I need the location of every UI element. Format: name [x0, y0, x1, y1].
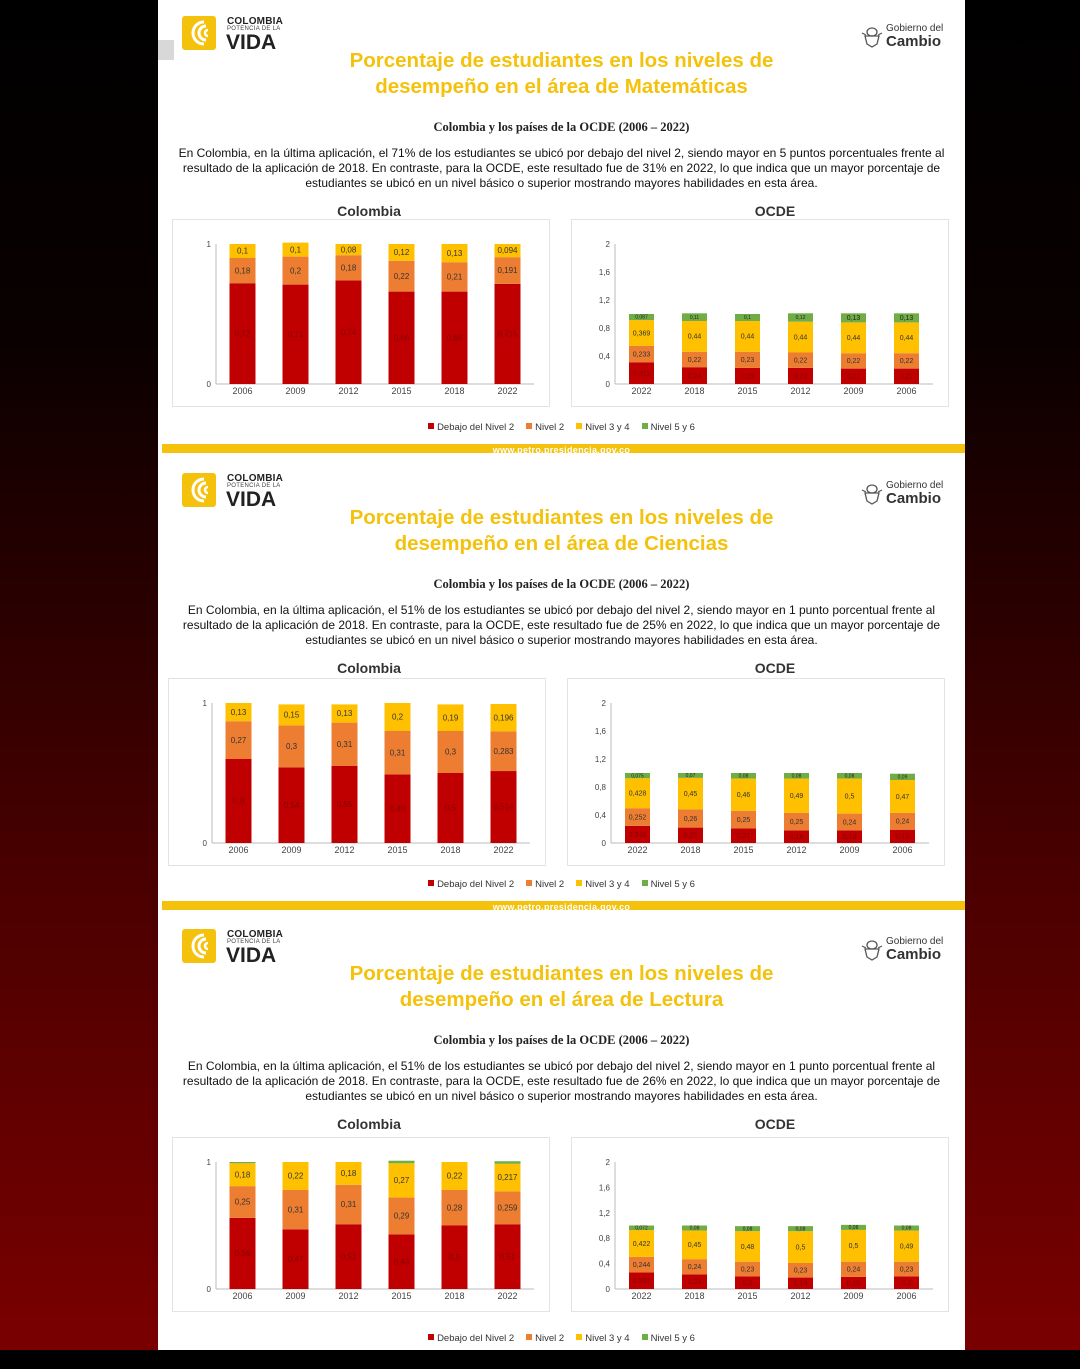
colombia-chart-title: Colombia: [337, 203, 401, 219]
legend-label: Nivel 2: [535, 1333, 565, 1344]
data-label: 0,46: [736, 792, 751, 800]
legend-label: Nivel 5 y 6: [650, 1333, 695, 1344]
data-label: 0,44: [740, 333, 755, 341]
gov-line1: Gobierno del: [886, 23, 944, 34]
data-label: 0,23: [793, 373, 808, 381]
data-label: 0,196: [493, 713, 514, 723]
footer-url: www.petro.presidencia.gov.co: [492, 902, 631, 912]
data-label: 0,283: [493, 746, 514, 756]
logo-line2: POTENCIA DE LA: [227, 939, 281, 945]
data-label: 0,09: [897, 774, 908, 781]
data-label: 0,24: [842, 819, 857, 827]
data-label: 0,22: [393, 271, 410, 281]
data-label: 0,5: [844, 793, 855, 801]
data-label: 0,22: [287, 1171, 304, 1181]
legend: [158, 422, 965, 433]
data-label: 0,22: [687, 356, 702, 364]
panel-body: En Colombia, en la última aplicación, el 51% de los estudiantes se ubicó por debajo del nivel 2, siendo mayor en 1 punto porcentual frente al resultado de la aplicación de 2018. En contraste, para la OCDE, este resultado fue de 25% en 2022, lo que indica que un mayor porcentaje de estudiantes se ubicó en un nivel básico o superior mostrando mayores habilidades en esta área.: [182, 603, 941, 647]
y-tick-label: 0: [605, 380, 610, 389]
data-label: 0,66: [393, 333, 410, 343]
legend-item: [642, 1333, 695, 1344]
x-tick-label: 2018: [444, 386, 465, 396]
data-label: 0,26: [683, 815, 698, 823]
chart-mat-colombia: [172, 219, 550, 407]
y-tick-label: 1: [202, 699, 207, 708]
data-label: 0,22: [683, 832, 698, 840]
data-label: 0,44: [899, 335, 914, 343]
vida-logo-icon: [182, 473, 216, 507]
data-label: 0,44: [687, 333, 702, 341]
data-label: 0,22: [846, 358, 861, 366]
x-tick-label: 2009: [285, 386, 306, 396]
y-tick-label: 1,6: [598, 268, 610, 277]
data-label: 0,23: [793, 1267, 808, 1275]
data-label: 0,245: [628, 831, 647, 839]
data-label: 0,19: [846, 1280, 861, 1288]
data-label: 0,24: [687, 372, 702, 380]
legend-swatch: [526, 423, 532, 429]
y-tick-label: 1,2: [598, 296, 610, 305]
data-label: 0,2: [289, 266, 302, 276]
data-label: 0,715: [497, 329, 518, 339]
data-label: 0,44: [793, 334, 808, 342]
data-label: 0,51: [340, 1252, 357, 1262]
data-label: 0,31: [287, 1205, 304, 1215]
coat-of-arms-icon: [861, 24, 883, 48]
data-label: 0,07: [685, 773, 696, 780]
data-label: 0,233: [632, 351, 651, 359]
data-label: 0,3: [444, 747, 457, 757]
x-tick-label: 2022: [631, 386, 652, 396]
data-label: 0,22: [446, 1171, 463, 1181]
x-tick-label: 2006: [232, 1291, 253, 1301]
data-label: 0,2: [742, 1279, 753, 1287]
x-tick-label: 2022: [631, 1291, 652, 1301]
legend-label: Nivel 3 y 4: [585, 422, 630, 433]
y-tick-label: 0: [206, 1285, 211, 1294]
panel-title: [258, 961, 865, 1013]
logo-line1: COLOMBIA: [227, 473, 284, 484]
data-label: 0,1: [236, 246, 249, 256]
data-label: 0,21: [736, 832, 751, 840]
legend-swatch: [642, 423, 648, 429]
panel-matematicas: [158, 0, 965, 456]
data-label: 0,08: [742, 1226, 753, 1233]
data-label: 0,45: [683, 790, 698, 798]
data-label: 0,08: [848, 1225, 859, 1232]
x-tick-label: 2018: [444, 1291, 465, 1301]
legend-item: [576, 1333, 629, 1344]
y-tick-label: 1,2: [594, 755, 606, 764]
legend-item: [576, 422, 629, 433]
data-label: 0,191: [497, 266, 518, 276]
data-label: 0,71: [287, 329, 304, 339]
panel-ciencias: [158, 457, 965, 913]
data-label: 0,51: [499, 1252, 516, 1262]
gobierno-logo: [861, 935, 951, 965]
data-label: 0,072: [635, 1225, 648, 1232]
y-tick-label: 2: [601, 699, 606, 708]
legend: [158, 1333, 965, 1344]
data-label: 0,12: [795, 315, 806, 322]
y-tick-label: 0: [601, 839, 606, 848]
data-label: 0,13: [899, 315, 914, 323]
legend-swatch: [642, 1334, 648, 1340]
data-label: 0,369: [632, 330, 651, 338]
data-label: 0,48: [740, 1243, 755, 1251]
chart-mat-ocde: [571, 219, 949, 407]
data-label: 0,49: [789, 793, 804, 801]
data-label: 0,3: [285, 742, 298, 752]
y-tick-label: 1: [206, 1158, 211, 1167]
x-tick-label: 2015: [391, 386, 412, 396]
data-label: 0,31: [389, 748, 406, 758]
y-tick-label: 2: [605, 240, 610, 249]
legend-swatch: [576, 1334, 582, 1340]
data-label: 0,18: [842, 834, 857, 842]
logo-line2: POTENCIA DE LA: [227, 483, 281, 489]
gobierno-logo: [861, 22, 951, 52]
title-line1: Porcentaje de estudiantes en los niveles de: [349, 962, 774, 985]
logo-line1: COLOMBIA: [227, 929, 284, 940]
data-label: 0,075: [631, 773, 644, 780]
x-tick-label: 2015: [737, 386, 758, 396]
legend-label: Debajo del Nivel 2: [437, 879, 515, 890]
x-tick-label: 2018: [684, 1291, 705, 1301]
x-tick-label: 2015: [387, 845, 408, 855]
data-label: 0,27: [393, 1176, 410, 1186]
data-label: 0,22: [899, 358, 914, 366]
data-label: 0,55: [336, 800, 353, 810]
y-tick-label: 0,4: [594, 811, 606, 820]
data-label: 0,22: [899, 373, 914, 381]
data-label: 0,087: [635, 314, 648, 321]
data-label: 0,18: [789, 834, 804, 842]
data-label: 0,25: [736, 816, 751, 824]
colombia-chart-title: Colombia: [337, 1116, 401, 1132]
logo-line3: VIDA: [226, 944, 277, 967]
legend-item: [428, 422, 514, 433]
bar-segment: [495, 1161, 521, 1164]
x-tick-label: 2022: [627, 845, 648, 855]
data-label: 0,24: [895, 818, 910, 826]
data-label: 0,08: [791, 773, 802, 780]
legend-swatch: [576, 880, 582, 886]
x-tick-label: 2018: [684, 386, 705, 396]
data-label: 0,6: [232, 796, 245, 806]
data-label: 0,08: [901, 1225, 912, 1232]
data-label: 0,56: [234, 1249, 251, 1259]
data-label: 0,47: [287, 1254, 304, 1264]
x-tick-label: 2018: [680, 845, 701, 855]
data-label: 0,54: [283, 800, 300, 810]
data-label: 0,5: [848, 1243, 859, 1251]
data-label: 0,262: [632, 1278, 651, 1286]
legend: [158, 879, 965, 890]
x-tick-label: 2006: [892, 845, 913, 855]
legend-item: [526, 879, 564, 890]
data-label: 0,23: [687, 1279, 702, 1287]
bar-segment: [230, 1162, 256, 1163]
y-tick-label: 0,8: [594, 783, 606, 792]
x-tick-label: 2022: [497, 386, 518, 396]
data-label: 0,2: [391, 712, 404, 722]
chart-lec-colombia: [172, 1137, 550, 1312]
legend-item: [428, 1333, 514, 1344]
y-tick-label: 0,4: [598, 1259, 610, 1269]
x-tick-label: 2015: [733, 845, 754, 855]
logo-line3: VIDA: [226, 31, 277, 54]
gov-line2: Cambio: [886, 33, 942, 50]
data-label: 0,66: [446, 333, 463, 343]
legend-item: [576, 879, 629, 890]
data-label: 0,31: [340, 1200, 357, 1210]
legend-item: [642, 422, 695, 433]
y-tick-label: 2: [605, 1158, 610, 1167]
legend-swatch: [576, 423, 582, 429]
x-tick-label: 2009: [839, 845, 860, 855]
legend-label: Nivel 3 y 4: [585, 1333, 630, 1344]
title-line2: desempeño en el área de Lectura: [399, 988, 724, 1011]
footer-url: www.petro.presidencia.gov.co: [492, 445, 631, 455]
legend-label: Nivel 2: [535, 422, 565, 433]
x-tick-label: 2006: [232, 386, 253, 396]
data-label: 0,514: [493, 802, 514, 812]
data-label: 0,1: [289, 245, 302, 255]
data-label: 0,18: [793, 1280, 808, 1288]
panel-subtitle: Colombia y los países de la OCDE (2006 – 2022): [433, 1033, 690, 1047]
data-label: 0,29: [393, 1211, 410, 1221]
data-label: 0,5: [795, 1244, 806, 1252]
data-label: 0,08: [844, 773, 855, 780]
colombia-chart-title: Colombia: [337, 660, 401, 676]
legend-swatch: [428, 423, 434, 429]
data-label: 0,13: [446, 248, 463, 258]
panel-lectura: [158, 913, 965, 1369]
y-tick-label: 0: [206, 380, 211, 389]
data-label: 0,18: [340, 1169, 357, 1179]
panel-body: En Colombia, en la última aplicación, el 71% de los estudiantes se ubicó por debajo del nivel 2, siendo mayor en 5 puntos porcentuales frente al resultado de la aplicación de 2018. En contraste, para la OCDE, este resultado fue de 31% en 2022, lo que indica que un mayor porcentaje de estudiantes se ubicó en un nivel básico o superior mostrando mayores habilidades en esta área.: [178, 146, 945, 190]
x-tick-label: 2015: [391, 1291, 412, 1301]
data-label: 0,23: [740, 357, 755, 365]
legend-swatch: [526, 1334, 532, 1340]
data-label: 0,11: [689, 314, 700, 321]
x-tick-label: 2012: [338, 1291, 359, 1301]
page-edge: [158, 40, 174, 60]
title-line1: Porcentaje de estudiantes en los niveles de: [349, 49, 774, 72]
data-label: 0,217: [497, 1173, 518, 1183]
y-tick-label: 0: [605, 1285, 610, 1294]
y-tick-label: 1: [206, 240, 211, 249]
x-tick-label: 2018: [440, 845, 461, 855]
data-label: 0,08: [738, 773, 749, 780]
panel-title: [258, 48, 865, 100]
legend-label: Nivel 3 y 4: [585, 879, 630, 890]
data-label: 0,422: [632, 1240, 651, 1248]
data-label: 0,12: [393, 248, 410, 258]
gov-line2: Cambio: [886, 490, 942, 507]
data-label: 0,13: [846, 315, 861, 323]
panel-body: En Colombia, en la última aplicación, el 51% de los estudiantes se ubicó por debajo del nivel 2, siendo mayor en 1 punto porcentual frente al resultado de la aplicación de 2018. En contraste, para la OCDE, este resultado fue de 26% en 2022, lo que indica que un mayor porcentaje de estudiantes se ubicó en un nivel básico o superior mostrando mayores habilidades en esta área.: [182, 1059, 941, 1103]
data-label: 0,23: [740, 373, 755, 381]
x-tick-label: 2009: [843, 1291, 864, 1301]
data-label: 0,18: [234, 266, 251, 276]
data-label: 0,252: [628, 814, 647, 822]
data-label: 0,22: [793, 357, 808, 365]
gov-line1: Gobierno del: [886, 936, 944, 947]
data-label: 0,13: [336, 709, 353, 719]
data-label: 0,18: [340, 263, 357, 273]
x-tick-label: 2012: [786, 845, 807, 855]
data-label: 0,27: [230, 735, 247, 745]
data-label: 0,24: [687, 1264, 702, 1272]
title-line2: desempeño en el área de Matemáticas: [375, 75, 748, 98]
legend-swatch: [428, 1334, 434, 1340]
data-label: 0,74: [340, 327, 357, 337]
data-label: 0,311: [633, 370, 650, 378]
data-label: 0,25: [234, 1197, 251, 1207]
data-label: 0,5: [444, 803, 457, 813]
y-tick-label: 0,8: [598, 1234, 610, 1244]
legend-label: Nivel 5 y 6: [650, 879, 695, 890]
data-label: 0,49: [899, 1243, 914, 1251]
data-label: 0,5: [448, 1252, 461, 1262]
data-label: 0,19: [442, 713, 459, 723]
panel-subtitle: Colombia y los países de la OCDE (2006 – 2022): [433, 120, 690, 134]
data-label: 0,49: [389, 804, 406, 814]
data-label: 0,31: [336, 739, 353, 749]
vida-logo-icon: [182, 16, 216, 50]
data-label: 0,47: [895, 793, 910, 801]
legend-label: Nivel 5 y 6: [650, 422, 695, 433]
legend-item: [428, 879, 514, 890]
gobierno-logo: [861, 479, 951, 509]
y-tick-label: 1,6: [598, 1183, 610, 1193]
ocde-chart-title: OCDE: [754, 1116, 796, 1132]
coat-of-arms-icon: [861, 481, 883, 505]
panel-title: [258, 505, 865, 557]
data-label: 0,08: [340, 245, 357, 255]
data-label: 0,259: [497, 1203, 518, 1213]
legend-item: [642, 879, 695, 890]
chart-lec-ocde: [571, 1137, 949, 1312]
data-label: 0,21: [446, 272, 463, 282]
data-label: 0,28: [446, 1203, 463, 1213]
data-label: 0,244: [632, 1261, 651, 1269]
bar-segment: [389, 1161, 415, 1164]
chart-cie-ocde: [567, 678, 945, 866]
gov-line2: Cambio: [886, 946, 942, 963]
ocde-chart-title: OCDE: [754, 660, 796, 676]
data-label: 0,094: [497, 246, 518, 256]
data-label: 0,428: [628, 790, 647, 798]
x-tick-label: 2009: [843, 386, 864, 396]
data-label: 0,22: [846, 373, 861, 381]
legend-item: [526, 422, 564, 433]
panel-subtitle: Colombia y los países de la OCDE (2006 – 2022): [433, 577, 690, 591]
coat-of-arms-icon: [861, 937, 883, 961]
legend-label: Nivel 2: [535, 879, 565, 890]
x-tick-label: 2012: [338, 386, 359, 396]
legend-swatch: [642, 880, 648, 886]
data-label: 0,15: [283, 710, 300, 720]
data-label: 0,1: [744, 315, 751, 322]
chart-cie-colombia: [168, 678, 546, 866]
y-tick-label: 0,4: [598, 352, 610, 361]
data-label: 0,45: [687, 1242, 702, 1250]
data-label: 0,72: [234, 329, 251, 339]
data-label: 0,43: [393, 1257, 410, 1267]
legend-label: Debajo del Nivel 2: [437, 1333, 515, 1344]
gov-line1: Gobierno del: [886, 480, 944, 491]
x-tick-label: 2022: [493, 845, 514, 855]
y-tick-label: 0: [202, 839, 207, 848]
logo-line1: COLOMBIA: [227, 16, 284, 27]
data-label: 0,23: [740, 1266, 755, 1274]
title-line1: Porcentaje de estudiantes en los niveles de: [349, 506, 774, 529]
x-tick-label: 2015: [737, 1291, 758, 1301]
data-label: 0,08: [795, 1226, 806, 1233]
logo-line3: VIDA: [226, 488, 277, 511]
legend-item: [526, 1333, 564, 1344]
data-label: 0,18: [234, 1170, 251, 1180]
y-tick-label: 1,6: [594, 727, 606, 736]
y-tick-label: 0,8: [598, 324, 610, 333]
vida-logo-icon: [182, 929, 216, 963]
data-label: 0,24: [846, 1266, 861, 1274]
x-tick-label: 2006: [228, 845, 249, 855]
x-tick-label: 2012: [790, 1291, 811, 1301]
legend-label: Debajo del Nivel 2: [437, 422, 515, 433]
title-line2: desempeño en el área de Ciencias: [394, 532, 729, 555]
x-tick-label: 2012: [334, 845, 355, 855]
x-tick-label: 2009: [285, 1291, 306, 1301]
data-label: 0,25: [789, 818, 804, 826]
data-label: 0,19: [895, 833, 910, 841]
x-tick-label: 2009: [281, 845, 302, 855]
y-tick-label: 1,2: [598, 1208, 610, 1218]
ocde-chart-title: OCDE: [754, 203, 796, 219]
data-label: 0,08: [689, 1225, 700, 1232]
legend-swatch: [526, 880, 532, 886]
data-label: 0,23: [899, 1266, 914, 1274]
logo-line2: POTENCIA DE LA: [227, 26, 281, 32]
x-tick-label: 2006: [896, 1291, 917, 1301]
data-label: 0,13: [230, 707, 247, 717]
data-label: 0,44: [846, 335, 861, 343]
legend-swatch: [428, 880, 434, 886]
x-tick-label: 2012: [790, 386, 811, 396]
x-tick-label: 2022: [497, 1291, 518, 1301]
data-label: 0,2: [901, 1279, 912, 1287]
x-tick-label: 2006: [896, 386, 917, 396]
